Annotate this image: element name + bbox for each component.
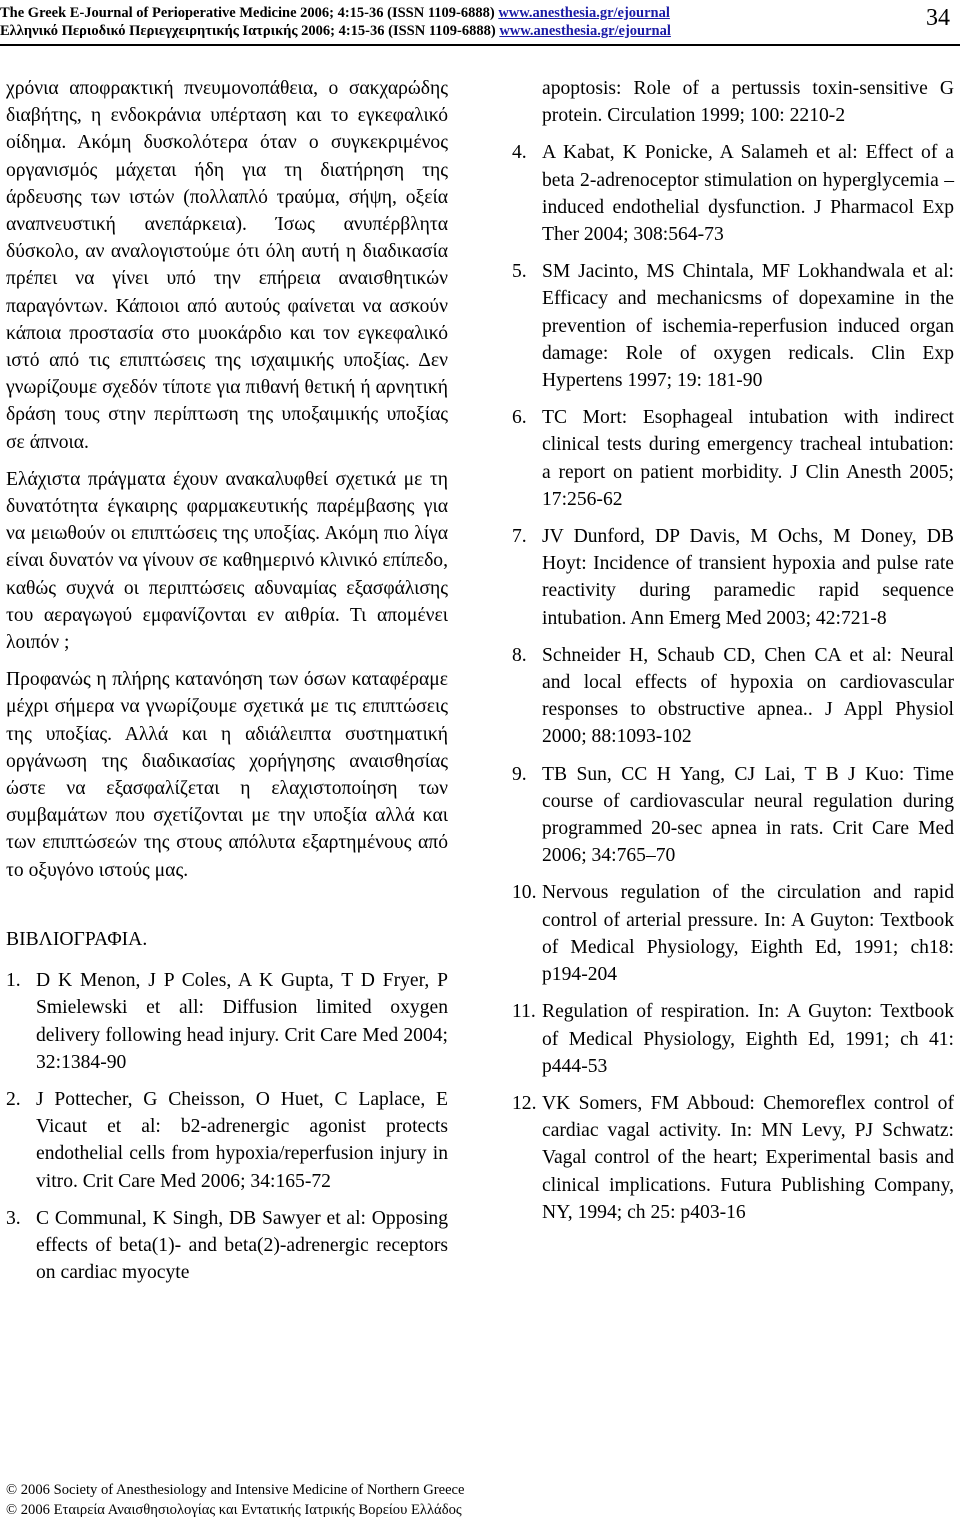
journal-header	[0, 0, 960, 44]
reference-text: Schneider H, Schaub CD, Chen CA et al: Neural and local effects of hypoxia on cardiovascular responses to obstructive apnea.. J Appl Physiol 2000; 88:1093-102	[542, 644, 954, 748]
body-paragraph: Προφανώς η πλήρης κατανόηση των όσων καταφέραμε μέχρι σήμερα να γνωρίζουμε σχετικά με τις επιπτώσεις της υποξίας. Αλλά και η αδιάλειπτα συστηματική οργάνωση της διαδικασίας χορήγησης αναισθησίας ώστε να εξασφαλίζεται η ελαχιστοποίηση των συμβαμάτων που σχετίζονται με την υποξία αλλά και των επιπτώσεών της στους απόλυτα εξαρτημένους από το οξυγόνο ιστούς μας.	[6, 669, 448, 881]
reference-item	[6, 967, 448, 1076]
reference-text: Nervous regulation of the circulation and rapid control of arterial pressure. In: A Guyton: Textbook of Medical Physiology, Eighth Ed, 1991; ch18: p194-204	[542, 882, 954, 986]
header-divider	[0, 44, 960, 46]
reference-number: 11.	[512, 1001, 536, 1023]
journal-link-english[interactable]: www.anesthesia.gr/ejournal	[498, 5, 670, 21]
header-title-greek: Ελληνικό Περιοδικό Περιεγχειρητικής Ιατρικής 2006; 4:15-36 (ISSN 1109-6888)	[0, 23, 500, 39]
reference-text: apoptosis: Role of a pertussis toxin-sensitive G protein. Circulation 1999; 100: 2210-2	[542, 78, 954, 127]
reference-item	[6, 1205, 448, 1287]
journal-link-greek[interactable]: www.anesthesia.gr/ejournal	[499, 23, 671, 39]
header-title-english: The Greek E-Journal of Perioperative Medicine 2006; 4:15-36 (ISSN 1109-6888)	[0, 5, 499, 21]
copyright-english: © 2006 Society of Anesthesiology and Intensive Medicine of Northern Greece	[6, 1482, 465, 1498]
reference-number: 1.	[6, 970, 21, 992]
reference-number: 10.	[512, 882, 537, 904]
right-column	[512, 75, 954, 1226]
reference-item	[512, 879, 954, 988]
body-paragraph: Ελάχιστα πράγματα έχουν ανακαλυφθεί σχετικά με τη δυνατότητα έγκαιρης φαρμακευτικής παρέμβασης για να μειωθούν οι επιπτώσεις της υποξίας. Ακόμη πιο λίγα είναι δυνατόν να γίνουν σε καθημερινό κλινικό επίπεδο, καθώς συχνά οι περιπτώσεις αδυναμίας εξασφάλισης του αεραγωγού εμφανίζονται εν αιθρία. Τι απομένει λοιπόν ;	[6, 468, 448, 654]
header-line-english	[0, 4, 670, 22]
reference-number: 9.	[512, 763, 527, 785]
header-line-greek	[0, 22, 671, 40]
reference-number: 8.	[512, 644, 527, 666]
reference-number: 2.	[6, 1088, 21, 1110]
copyright-greek: © 2006 Εταιρεία Αναισθησιολογίας και Εντατικής Ιατρικής Βορείου Ελλάδος	[6, 1502, 462, 1518]
left-column	[6, 75, 448, 1286]
reference-item	[512, 642, 954, 751]
copyright-footer	[6, 1480, 946, 1520]
reference-number: 6.	[512, 407, 527, 429]
reference-item-continued	[512, 75, 954, 129]
reference-item	[512, 139, 954, 248]
reference-number: 3.	[6, 1207, 21, 1229]
reference-item	[512, 404, 954, 513]
reference-text: TB Sun, CC H Yang, CJ Lai, T B J Kuo: Time course of cardiovascular neural regulation during programmed 20-sec apnea in rats. Crit Care Med 2006; 34:765–70	[542, 763, 954, 867]
references-heading: ΒΙΒΛΙΟΓΡΑΦΙΑ.	[6, 928, 148, 950]
reference-text: Regulation of respiration. In: A Guyton: Textbook of Medical Physiology, Eighth Ed, 1991; ch 41: p444-53	[542, 1001, 954, 1077]
reference-text: A Kabat, K Ponicke, A Salameh et al: Effect of a beta 2-adrenoceptor stimulation on hyperglycemia – induced endothelial dysfunction. J Pharmacol Exp Ther 2004; 308:564-73	[542, 142, 954, 246]
reference-text: D K Menon, J P Coles, A K Gupta, T D Fryer, P Smielewski et all: Diffusion limited oxygen delivery following head injury. Crit Care Med 2004; 32:1384-90	[36, 970, 448, 1073]
reference-text: TC Mort: Esophageal intubation with indirect clinical tests during emergency tracheal intubation: a report on patient morbidity. J Clin Anesth 2005; 17:256-62	[542, 407, 954, 510]
reference-item	[6, 1086, 448, 1195]
page-number: 34	[926, 5, 950, 31]
reference-text: VK Somers, FM Abboud: Chemoreflex control of cardiac vagal activity. In: MN Levy, PJ Schwatz: Vagal control of the heart; Experimental basis and clinical implications. Futura Publishing Company, NY, 1994; ch 25: p403-16	[542, 1092, 954, 1223]
reference-number: 5.	[512, 261, 527, 283]
reference-text: SM Jacinto, MS Chintala, MF Lokhandwala et al: Efficacy and mechanicsms of dopexamine in the prevention of ischemia-reperfusion induced organ damage: Role of oxygen redicals. Clin Exp Hypertens 1997; 19: 181-90	[542, 261, 954, 392]
reference-item	[512, 258, 954, 394]
reference-text: JV Dunford, DP Davis, M Ochs, M Doney, DB Hoyt: Incidence of transient hypoxia and pulse rate reactivity during paramedic rapid sequence intubation. Ann Emerg Med 2003; 42:721-8	[542, 526, 954, 629]
reference-item	[512, 1090, 954, 1226]
body-paragraph: χρόνια αποφρακτική πνευμονοπάθεια, ο σακχαρώδης διαβήτης, η ενδοκράνια υπέρταση και το εγκεφαλικό οίδημα. Ακόμη δυσκολότερα όταν ο συγκεκριμένος οργανισμός μάχεται ήδη για τη διατήρηση της άρδευσης των ιστών (πολλαπλό τραύμα, σήψη, οξεία αναπνευστική ανεπάρκεια). Ίσως ανυπέρβλητα δύσκολο, αν αναλογιστούμε ότι όλη αυτή η διαδικασία πρέπει να γίνει υπό την επήρεια αναισθητικών παραγόντων. Κάποιοι από αυτούς φαίνεται να ασκούν κάποια προστασία στο μυοκάρδιο και τον εγκεφαλικό ιστό από τις επιπτώσεις της ισχαιμικής υποξίας. Δεν γνωρίζουμε σχεδόν τίποτε για πιθανή θετική ή αρνητική δράση τους στην περίπτωση της υποξαιμικής υποξίας σε άπνοια.	[6, 78, 448, 453]
reference-number: 12.	[512, 1092, 537, 1114]
reference-text: C Communal, K Singh, DB Sawyer et al: Opposing effects of beta(1)- and beta(2)-adrenergic receptors on cardiac myocyte	[36, 1207, 448, 1284]
reference-number: 7.	[512, 526, 527, 548]
reference-text: J Pottecher, G Cheisson, O Huet, C Laplace, E Vicaut et al: b2-adrenergic agonist protects endothelial cells from hypoxia/reperfusion injury in vitro. Crit Care Med 2006; 34:165-72	[36, 1088, 448, 1192]
reference-item	[512, 998, 954, 1080]
reference-item	[512, 761, 954, 870]
reference-number: 4.	[512, 142, 527, 164]
reference-item	[512, 523, 954, 632]
